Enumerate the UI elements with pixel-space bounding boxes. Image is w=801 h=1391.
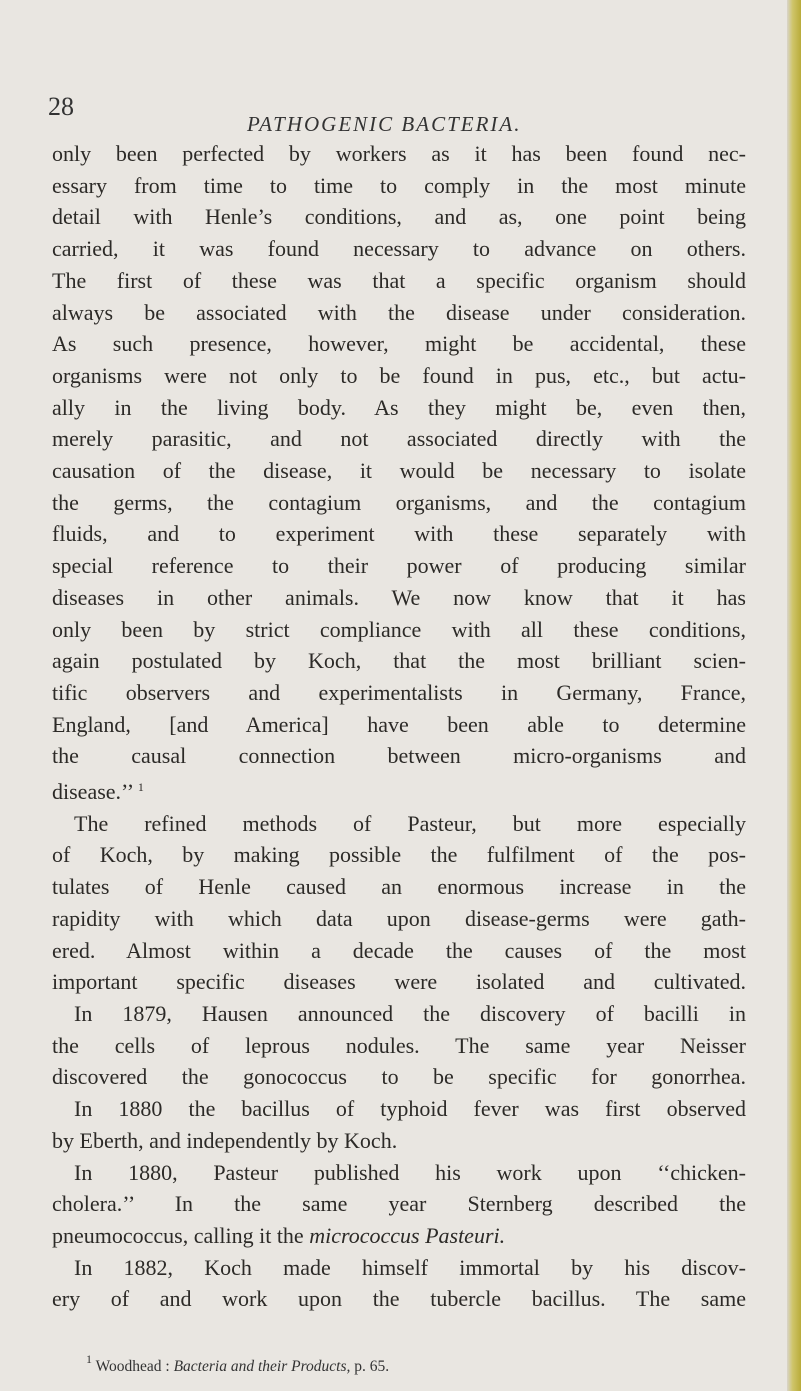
- text-line: essary from time to time to comply in the most minute: [52, 172, 746, 198]
- text-line: fluids, and to experiment with these separately with: [52, 521, 746, 547]
- text-line: organisms were not only to be found in pus, etc., but actu-: [52, 362, 746, 388]
- text-line: the causal connection between micro-organisms and: [52, 743, 746, 769]
- text-line: cholera.’’ In the same year Sternberg described the: [52, 1191, 746, 1217]
- text-line: the cells of leprous nodules. The same year Neisser: [52, 1032, 746, 1058]
- text-line: England, [and America] have been able to determine: [52, 711, 746, 737]
- text-line: In 1882, Koch made himself immortal by his discov-: [74, 1254, 746, 1280]
- text-line: As such presence, however, might be accidental, these: [52, 331, 746, 357]
- text-line: by Eberth, and independently by Koch.: [52, 1127, 398, 1153]
- text-line: again postulated by Koch, that the most brilliant scien-: [52, 648, 746, 674]
- text-line: of Koch, by making possible the fulfilment of the pos-: [52, 842, 746, 868]
- text-line: ally in the living body. As they might be, even then,: [52, 394, 746, 420]
- line-text: pneumococcus, calling it the: [52, 1222, 304, 1248]
- text-line: The refined methods of Pasteur, but more especially: [74, 810, 746, 836]
- text-line: tulates of Henle caused an enormous increase in the: [52, 874, 746, 900]
- text-line: only been by strict compliance with all these conditions,: [52, 616, 746, 642]
- text-line: tific observers and experimentalists in Germany, France,: [52, 679, 746, 705]
- text-line: only been perfected by workers as it has been found nec-: [52, 141, 746, 166]
- text-line: causation of the disease, it would be necessary to isolate: [52, 458, 746, 484]
- text-line: always be associated with the disease under consideration.: [52, 299, 746, 325]
- page-header: [48, 92, 748, 136]
- text-line: The first of these was that a specific organism should: [52, 267, 746, 293]
- text-line: [52, 772, 746, 808]
- page-edge: [787, 0, 801, 1391]
- text-line: ered. Almost within a decade the causes of the most: [52, 937, 746, 963]
- footnote-author: Woodhead :: [95, 1358, 170, 1375]
- footnote-page: p. 65.: [354, 1358, 390, 1375]
- text-line: merely parasitic, and not associated directly with the: [52, 426, 746, 452]
- quote-end: disease.’’: [52, 779, 133, 805]
- text-line: rapidity with which data upon disease-germs were gath-: [52, 905, 746, 931]
- text-line: In 1880 the bacillus of typhoid fever was first observed: [74, 1096, 746, 1122]
- footnote: [86, 1352, 389, 1376]
- text-line: discovered the gonococcus to be specific for gonorrhea.: [52, 1064, 746, 1090]
- text-line: detail with Henle’s conditions, and as, one point being: [52, 204, 746, 230]
- text-line: ery of and work upon the tubercle bacillus. The same: [52, 1286, 746, 1312]
- footnote-number: 1: [86, 1352, 92, 1366]
- footnote-marker: 1: [137, 780, 144, 795]
- text-line: In 1880, Pasteur published his work upon ‘‘chicken-: [74, 1159, 746, 1185]
- page-number: 28: [48, 92, 74, 121]
- text-line: diseases in other animals. We now know that it has: [52, 584, 746, 610]
- text-line: important specific diseases were isolated and cultivated.: [52, 969, 746, 995]
- text-line: the germs, the contagium organisms, and the contagium: [52, 489, 746, 515]
- body-text: [52, 138, 746, 1315]
- running-head: PATHOGENIC BACTERIA.: [247, 112, 522, 136]
- text-line: [52, 1220, 746, 1252]
- text-line: carried, it was found necessary to advance on others.: [52, 236, 746, 262]
- footnote-title: Bacteria and their Products,: [173, 1358, 351, 1375]
- text-line: In 1879, Hausen announced the discovery of bacilli in: [74, 1000, 746, 1026]
- text-line: special reference to their power of producing similar: [52, 553, 746, 579]
- italic-term: micrococcus Pasteuri.: [309, 1222, 506, 1248]
